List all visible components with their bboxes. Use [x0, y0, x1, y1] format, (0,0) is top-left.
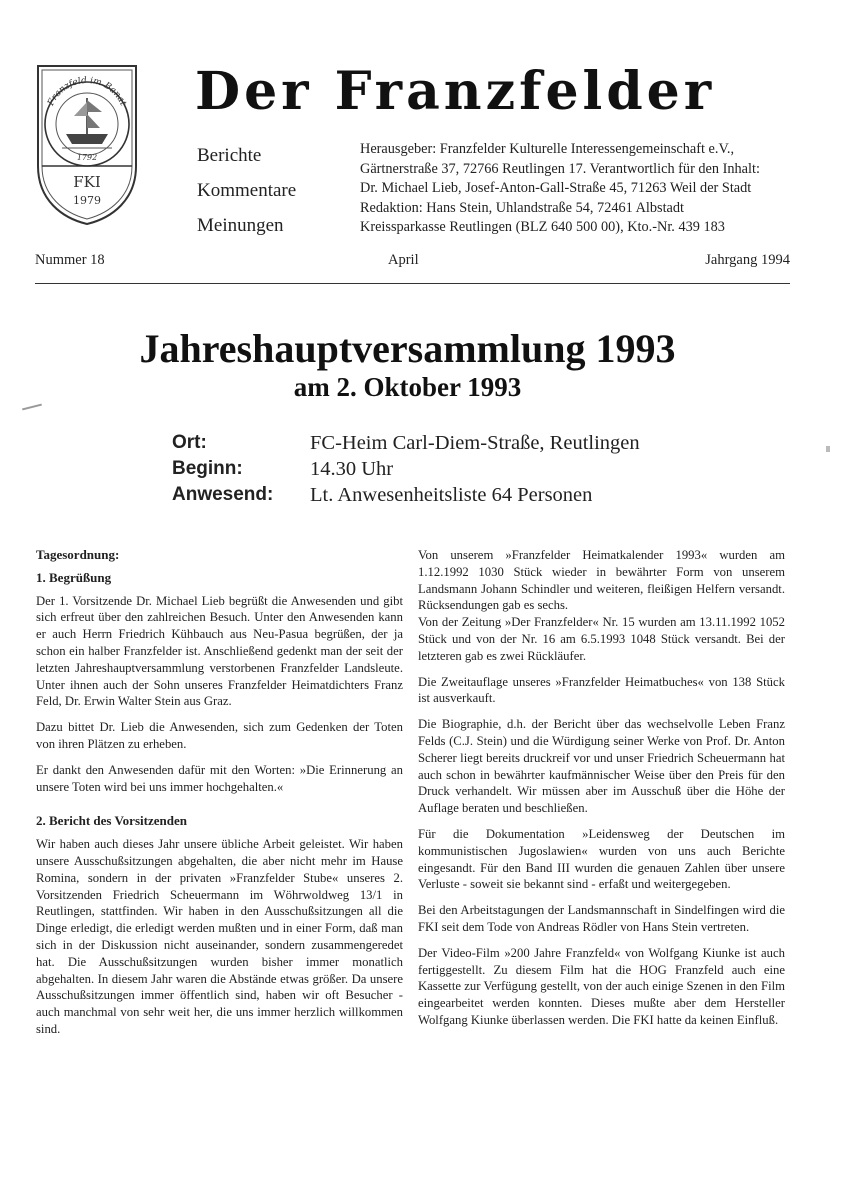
masthead-title: Der Franzfelder	[195, 61, 716, 122]
paragraph: Für die Dokumentation »Leidensweg der Deutschen im kommunistischen Jugoslawien« wurden von uns auch Berichte eingesandt. Für den Band III wurden die genauen Zahlen über unsere Verluste - soweit sie bekannt sind - erfaßt und weitergegeben.	[418, 826, 785, 892]
publisher-info	[360, 140, 830, 238]
issue-bar	[35, 252, 790, 274]
meta-label: Ort:	[172, 432, 207, 453]
publisher-line: Herausgeber: Franzfelder Kulturelle Interessengemeinschaft e.V.,	[360, 141, 735, 157]
paragraph: Wir haben auch dieses Jahr unsere übliche Arbeit geleistet. Wir haben unsere Ausschußsitzungen abgehalten, die aber nicht mehr im Hause Romina, sondern in der privaten »Franzfelder Stube« unseres 2. Vorsitzenden Friedrich Scheuermann im Wöhrwoldweg 13/1 in Reutlingen, stattfinden. Wir haben in den Ausschußsitzungen all die Dinge erledigt, die erledigt werden mußten und in einer Form, daß man sich in der Diskussion nicht auseinander, sondern zusammengeredet hat. Die Ausschußsitzungen wurden bisher immer monatlich abgehalten. In diesem Jahr waren die Abstände etwas größer. Da unsere Ausschußsitzungen immer öffentlich sind, haben wir oft Besucher - auch manchmal von sehr weit her, die uns immer herzlich willkommen sind.	[36, 837, 403, 1036]
publisher-line: Gärtnerstraße 37, 72766 Reutlingen 17. Verantwortlich für den Inhalt:	[360, 160, 760, 177]
section-heading-greeting: 1. Begrüßung	[36, 569, 112, 585]
paragraph: Von unserem »Franzfelder Heimatkalender 1993« wurden am 1.12.1992 1030 Stück wieder in bewährter Form von unserem Landsmann Johann Schindler und weiteren, fleißigen Helfern versandt. Rücksendungen gab es sechs.	[418, 548, 785, 613]
logo-year-founded: 1792	[76, 153, 98, 162]
meta-value: FC-Heim Carl-Diem-Straße, Reutlingen	[310, 432, 640, 454]
publisher-line: Redaktion: Hans Stein, Uhlandstraße 54, 72461 Albstadt	[360, 199, 685, 216]
paragraph: Bei den Arbeitstagungen der Landsmannschaft in Sindelfingen wird die FKI seit dem Tode von Andreas Rödler von Hans Stein vertreten.	[418, 903, 785, 934]
paragraph: Er dankt den Anwesenden dafür mit den Worten: »Die Erinnerung an unsere Toten wird bei uns immer hochgehalten.«	[36, 762, 403, 794]
tag-berichte: Berichte	[197, 145, 262, 166]
meta-label: Beginn:	[172, 458, 243, 479]
paragraph: Von der Zeitung »Der Franzfelder« Nr. 15 wurden am 13.11.1992 1052 Stück und von der Nr. 16 am 6.5.1993 1048 Stück versandt. Bei der letzteren gab es zwei Rückläufer.	[418, 615, 785, 663]
issue-number: Nummer 18	[35, 252, 105, 268]
logo-ring-text: Franzfeld im Banat	[46, 75, 128, 108]
meta-row-attendance	[172, 482, 672, 508]
meta-row-location	[172, 430, 672, 456]
paragraph: Die Biographie, d.h. der Bericht über das wechselvolle Leben Franz Felds (C.J. Stein) und die Würdigung seiner Werke von Prof. Dr. Anton Scherer liegt bereits druckreif vor und unser Friedrich Scheuermann hat auch schon in bewährter kaufmännischer Weise über den Preis für den Druck verhandelt. Wir müssen aber im Ausschuß über die Höhe der Auflage beraten und beschließen.	[418, 717, 785, 816]
meta-value: 14.30 Uhr	[310, 458, 394, 480]
fki-logo	[32, 62, 142, 227]
meta-row-start	[172, 456, 672, 482]
article-column-left	[36, 547, 403, 1047]
paragraph: Dazu bittet Dr. Lieb die Anwesenden, sich zum Gedenken der Toten von ihren Plätzen zu erheben.	[36, 720, 403, 751]
paragraph: Der 1. Vorsitzende Dr. Michael Lieb begrüßt die Anwesenden und gibt sich erfreut über den zahlreichen Besuch. Unter den Anwesenden kann er auch Herrn Friedrich Kühbauch aus Neu-Pasua begrüßen, der ja schon ein halber Franzfelder ist. Anschließend gedenkt man der seit der letzten Jahreshauptversammlung verstorbenen Franzfelder Landsleute. Unter ihnen auch der Sohn unseres Franzfelder Heimatdichters Franz Feld, Dr. Erwin Walter Stein aus Graz.	[36, 593, 403, 709]
meeting-details	[172, 430, 672, 508]
tag-meinungen: Meinungen	[197, 215, 284, 236]
issue-year: Jahrgang 1994	[705, 252, 790, 268]
article-column-right	[418, 547, 785, 1038]
issue-month: April	[388, 252, 419, 268]
tag-kommentare: Kommentare	[197, 180, 297, 201]
masthead-tags	[197, 138, 296, 243]
publisher-line: Dr. Michael Lieb, Josef-Anton-Gall-Straße 45, 71263 Weil der Stadt	[360, 180, 752, 196]
scan-mark	[826, 446, 830, 452]
logo-year-club: 1979	[73, 194, 101, 207]
meta-value: Lt. Anwesenheitsliste 64 Personen	[310, 484, 593, 506]
article-subtitle: am 2. Oktober 1993	[293, 372, 522, 402]
header-divider	[35, 283, 790, 284]
meta-label: Anwesend:	[172, 484, 274, 505]
paragraph: Der Video-Film »200 Jahre Franzfeld« von Wolfgang Kiunke ist auch fertiggestellt. Zu diesem Film hat die HOG Franzfeld auch eine Kassette zur Verfügung gestellt, von der auch einige Szenen in den Film eingearbeitet werden konnten. Dieses mußte aber dem Hersteller Wolfgang Kiunke überlassen werden. Die FKI hatte da keinen Einfluß.	[418, 945, 785, 1027]
agenda-heading: Tagesordnung:	[36, 547, 120, 562]
section-heading-report: 2. Bericht des Vorsitzenden	[36, 813, 187, 829]
scan-mark	[22, 404, 42, 411]
logo-initials: FKI	[73, 173, 101, 191]
coat-of-arms-icon	[32, 62, 142, 227]
article-title: Jahreshauptversammlung 1993	[139, 326, 676, 371]
paragraph: Die Zweitauflage unseres »Franzfelder Heimatbuches« von 138 Stück ist ausverkauft.	[418, 674, 785, 706]
publisher-line: Kreissparkasse Reutlingen (BLZ 640 500 00), Kto.-Nr. 439 183	[360, 219, 725, 235]
